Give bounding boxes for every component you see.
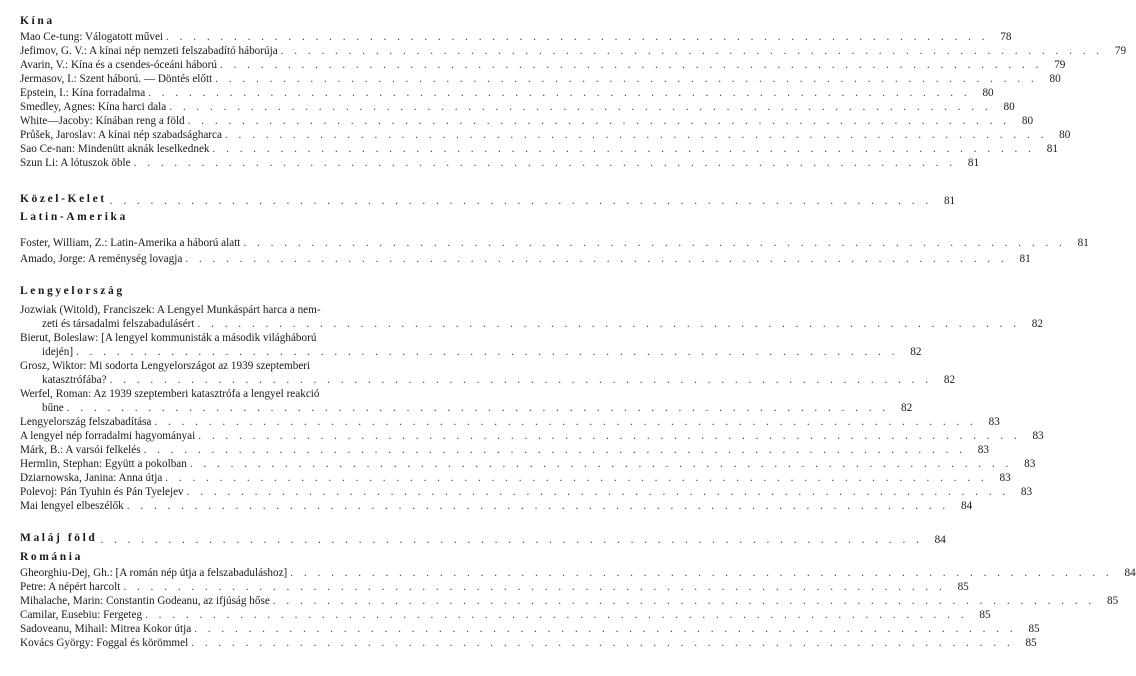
index-entry: Dziarnowska, Janina: Anna útja . . . 83 [20, 471, 448, 485]
index-entry: Mao Ce-tung: Válogatott művei . . . 78 [20, 30, 448, 44]
section-latin-amerika-entries [20, 236, 1089, 266]
section-heading: Maláj föld [20, 532, 98, 544]
index-entry: Petre: A népért harcolt . . . 85 [20, 580, 448, 594]
section-lengyelorszag-entries [20, 303, 1044, 513]
index-entry: Szun Li: A lótuszok öble . . . 81 [20, 156, 448, 170]
section-heading: Latin-Amerika [20, 211, 128, 223]
index-entry: Grosz, Wiktor: Mi sodorta Lengyelországot az 1939 szeptemberi katasztrófába? . . . 82 [20, 359, 448, 387]
index-entry: Gheorghiu-Dej, Gh.: [A román nép útja a felszabaduláshoz] . . . 84 [20, 566, 448, 580]
index-entry: Márk, B.: A varsói felkelés . . . 83 [20, 443, 448, 457]
index-entry: Kovács György: Foggal és körömmel . . . 85 [20, 636, 448, 650]
index-entry: Smedley, Agnes: Kína harci dala . . . 80 [20, 100, 448, 114]
index-entry: Bierut, Boleslaw: [A lengyel kommunisták a második világháború idején] . . . 82 [20, 331, 448, 359]
section-latin-amerika [20, 210, 448, 226]
section-malaj-fold [20, 531, 946, 547]
index-entry: Foster, William, Z.: Latin-Amerika a háború alatt . . . 81 [20, 236, 448, 250]
index-entry: Mihalache, Marin: Constantin Godeanu, az ifjúság hőse . . . 85 [20, 594, 448, 608]
index-entry: Werfel, Roman: Az 1939 szeptemberi katasztrófa a lengyel reakció bűne . . . 82 [20, 387, 448, 415]
index-entry: Camilar, Eusebiu: Fergeteg . . . 85 [20, 608, 448, 622]
index-entry: Sadoveanu, Mihail: Mitrea Kokor útja . . . 85 [20, 622, 448, 636]
index-entry: White—Jacoby: Kínában reng a föld . . . 80 [20, 114, 448, 128]
section-heading: Kína [20, 15, 55, 27]
section-lengyelorszag [20, 284, 448, 300]
section-kozel-kelet [20, 192, 956, 208]
index-entry: Jozwiak (Witold), Franciszek: A Lengyel Munkáspárt harca a nem- zeti és társadalmi felszabadulásért . . . 82 [20, 303, 448, 331]
section-heading: Lengyelország [20, 285, 125, 297]
index-entry: Sao Ce-nan: Mindenütt aknák leselkednek . . . 81 [20, 142, 448, 156]
index-entry: Jefimov, G. V.: A kínai nép nemzeti felszabadító háborúja . . . 79 [20, 44, 448, 58]
section-romania [20, 550, 1136, 650]
index-entry: Průšek, Jaroslav: A kínai nép szabadságharca . . . 80 [20, 128, 448, 142]
index-entry: Polevoj: Pán Tyuhin és Pán Tyelejev . . . 83 [20, 485, 448, 499]
index-entry: Lengyelország felszabadítása . . . 83 [20, 415, 448, 429]
index-entry: Mai lengyel elbeszélők . . . 84 [20, 499, 448, 513]
index-entry: Hermlin, Stephan: Együtt a pokolban . . . 83 [20, 457, 448, 471]
section-heading: Közel-Kelet [20, 193, 107, 205]
index-entry: Amado, Jorge: A reménység lovagja . . . 81 [20, 252, 448, 266]
index-entry: Jermasov, I.: Szent háború. — Döntés előtt . . . 80 [20, 72, 448, 86]
section-kina [20, 14, 1127, 170]
index-entry: Epstein, I.: Kína forradalma . . . 80 [20, 86, 448, 100]
index-entry: Avarin, V.: Kína és a csendes-óceáni háború . . . 79 [20, 58, 448, 72]
index-entry: A lengyel nép forradalmi hagyományai . . . 83 [20, 429, 448, 443]
section-heading-entry: Közel-Kelet . . . 81 [20, 192, 448, 208]
section-heading-entry: Maláj föld . . . 84 [20, 531, 448, 547]
section-heading: Románia [20, 551, 83, 563]
